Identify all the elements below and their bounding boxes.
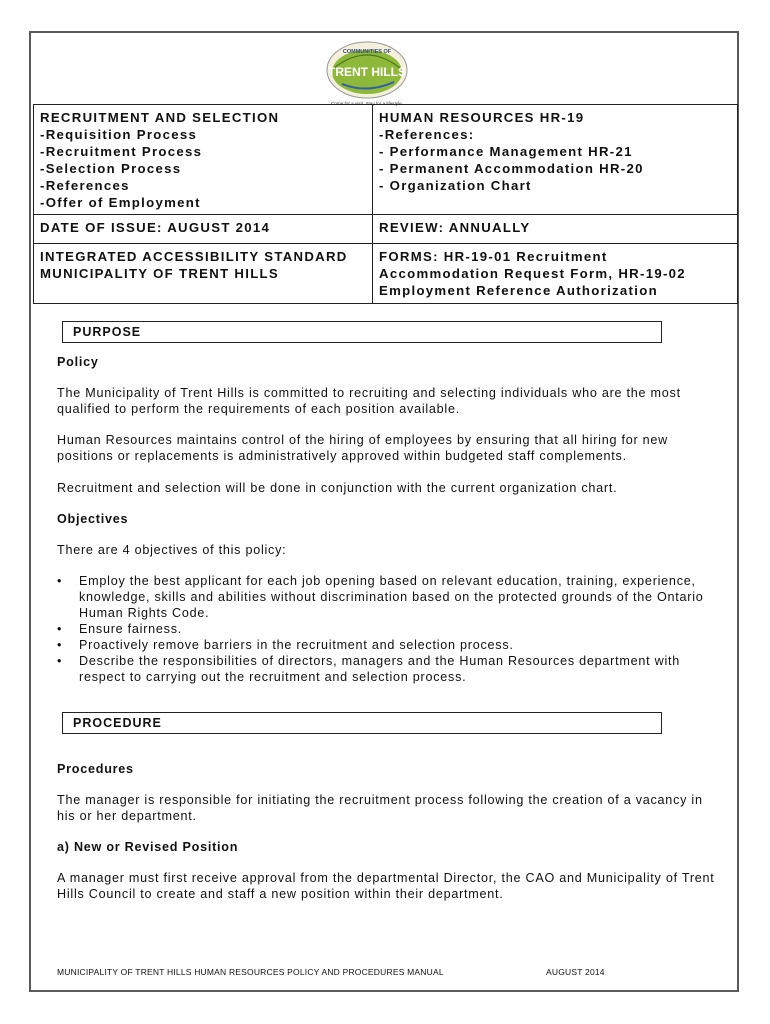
review-frequency: REVIEW: ANNUALLY <box>373 215 738 244</box>
objectives-list <box>57 573 717 685</box>
header-reference-line: - Permanent Accommodation HR-20 <box>379 161 644 176</box>
header-topic-line: -Recruitment Process <box>40 144 203 159</box>
header-reference-title: HUMAN RESOURCES HR-19 <box>379 110 585 125</box>
trent-hills-logo <box>312 38 422 110</box>
header-topic-line: -Selection Process <box>40 161 182 176</box>
standard-cell <box>34 244 373 304</box>
logo-name: TRENT HILLS <box>328 65 406 79</box>
header-topic-line: -References <box>40 178 130 193</box>
procedure-heading: PROCEDURE <box>73 716 162 730</box>
date-of-issue: DATE OF ISSUE: AUGUST 2014 <box>34 215 373 244</box>
policy-paragraph: The Municipality of Trent Hills is committed to recruiting and selecting individuals who are the most qualified to perform the requirements of each position available. <box>57 386 681 416</box>
header-topic-line: -Offer of Employment <box>40 195 201 210</box>
header-reference-line: - Organization Chart <box>379 178 532 193</box>
forms-line: Employment Reference Authorization <box>379 283 658 298</box>
footer-date: AUGUST 2014 <box>546 967 605 977</box>
logo-top-text: COMMUNITIES OF <box>342 49 392 55</box>
list-item: • Ensure fairness. <box>57 622 182 636</box>
policy-title: Policy <box>57 355 99 369</box>
list-item: • Proactively remove barriers in the recruitment and selection process. <box>57 638 514 652</box>
procedure-heading-box <box>62 712 662 734</box>
header-reference-cell <box>373 105 738 215</box>
forms-cell <box>373 244 738 304</box>
forms-line: FORMS: HR-19-01 Recruitment <box>379 249 608 264</box>
logo-tagline: Come for a visit. Stay for a lifestyle. <box>331 101 403 106</box>
objectives-intro: There are 4 objectives of this policy: <box>57 543 287 557</box>
procedure-paragraph: A manager must first receive approval from the departmental Director, the CAO and Municipality of Trent Hills Council to create and staff a new position within their department. <box>57 871 715 901</box>
footer-manual-title: MUNICIPALITY OF TRENT HILLS HUMAN RESOURCES POLICY AND PROCEDURES MANUAL <box>57 967 444 977</box>
procedures-title: Procedures <box>57 762 134 776</box>
standard-line: MUNICIPALITY OF TRENT HILLS <box>40 266 280 281</box>
header-reference-line: - Performance Management HR-21 <box>379 144 633 159</box>
purpose-heading-box <box>62 321 662 343</box>
header-table <box>33 104 738 304</box>
policy-paragraph: Human Resources maintains control of the hiring of employees by ensuring that all hiring for new positions or replacements is administratively approved within budgeted staff complements. <box>57 433 669 463</box>
header-topic-title: RECRUITMENT AND SELECTION <box>40 110 280 125</box>
header-topic-cell <box>34 105 373 215</box>
forms-line: Accommodation Request Form, HR-19-02 <box>379 266 686 281</box>
procedure-paragraph: The manager is responsible for initiating the recruitment process following the creation of a vacancy in his or her department. <box>57 793 703 823</box>
list-item: • Describe the responsibilities of directors, managers and the Human Resources department with respect to carrying out the recruitment and selection process. <box>57 654 680 684</box>
procedure-subheading: a) New or Revised Position <box>57 840 239 854</box>
objectives-title: Objectives <box>57 512 129 526</box>
standard-line: INTEGRATED ACCESSIBILITY STANDARD <box>40 249 348 264</box>
list-item: • Employ the best applicant for each job opening based on relevant education, training, experience, knowledge, skills and abilities without discrimination based on the protected grounds of the Ontario Human Rights Code. <box>57 574 704 620</box>
header-topic-line: -Requisition Process <box>40 127 198 142</box>
policy-paragraph: Recruitment and selection will be done in conjunction with the current organization chart. <box>57 481 618 495</box>
header-reference-line: -References: <box>379 127 475 142</box>
purpose-heading: PURPOSE <box>73 325 142 339</box>
